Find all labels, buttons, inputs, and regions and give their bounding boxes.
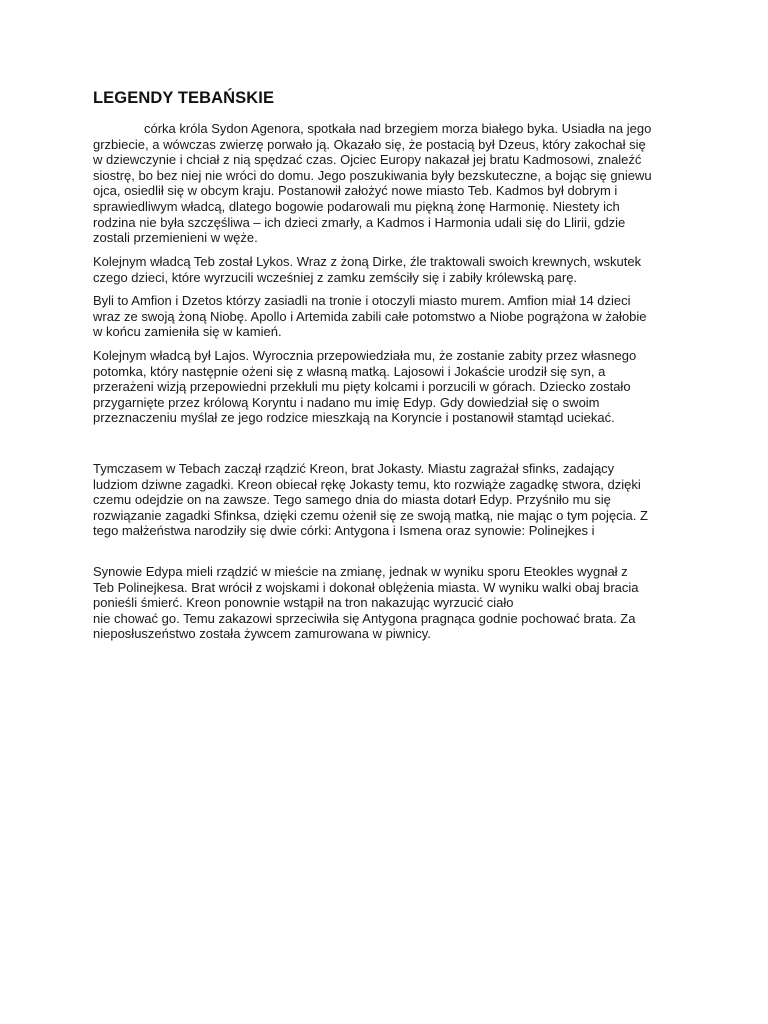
text-line: rodzina nie była szczęśliwa – ich dzieci zmarły, a Kadmos i Harmonia udali się do Llirii, gdzie	[93, 214, 626, 230]
text-line: przeznaczeniu myślał ze jego rodzice mieszkają na Koryncie i postanowił stamtąd uciekać.	[93, 410, 615, 426]
text-line: tego małżeństwa narodziły się dwie córki: Antygona i Ismena oraz synowie: Polinejkes i	[93, 523, 595, 539]
paragraph-lajos	[93, 348, 693, 426]
text-line: przygarnięte przez królową Koryntu i nadano mu imię Edyp. Gdy dowiedział się o swoim	[93, 394, 600, 410]
text-line: grzbiecie, a wówczas zwierzę porwało ją. Okazało się, że postacią był Dzeus, który zakochał się	[93, 136, 646, 152]
text-line: czemu odejdzie on na zawsze. Tego samego dnia do miasta dotarł Edyp. Przyśniło mu się	[93, 492, 611, 508]
text-line: Kolejnym władcą był Lajos. Wyrocznia przepowiedziała mu, że zostanie zabity przez własnego	[93, 348, 637, 363]
text-line: wraz ze swoją żoną Niobę. Apollo i Artemida zabili całe potomstwo a Niobe pogrążona w żałobie	[93, 308, 647, 324]
text-line: nie chować go. Temu zakazowi sprzeciwiła się Antygona pragnąca godnie pochować brata. Za	[93, 610, 636, 626]
text-line: Synowie Edypa mieli rządzić w mieście na zmianę, jednak w wyniku sporu Eteokles wygnał z	[93, 564, 628, 579]
text-line: Kolejnym władcą Teb został Lykos. Wraz z żoną Dirke, źle traktowali swoich krewnych, wskutek	[93, 254, 642, 269]
text-line: córka króla Sydon Agenora, spotkała nad brzegiem morza białego byka. Usiadła na jego	[144, 121, 652, 136]
paragraph-antygona	[93, 564, 693, 642]
text-line: Byli to Amfion i Dzetos którzy zasiadli na tronie i otoczyli miasto murem. Amfion miał 14 dzieci	[93, 293, 631, 308]
text-line: przerażeni wizją przepowiedni przekłuli mu pięty kolcami i porzucili w górach. Dziecko zostało	[93, 379, 631, 395]
text-line: w dziewczynie i chciał z nią spędzać czas. Ojciec Europy nakazał jej bratu Kadmosowi, znaleźć	[93, 152, 642, 168]
text-line: nieposłuszeństwo została żywcem zamurowana w piwnicy.	[93, 626, 431, 642]
text-line: ludziom dziwne zagadki. Kreon obiecał rękę Jokasty temu, kto rozwiąże zagadkę stwora, dzięki	[93, 476, 641, 492]
text-line: czego dzieci, które wyrzucili wcześniej z zamku zemściły się i zabiły królewską parę.	[93, 269, 578, 285]
paragraph-amfion-dzetos	[93, 293, 693, 340]
text-line: w końcu zamieniła się w kamień.	[93, 324, 282, 340]
text-line: rozwiązanie zagadki Sfinksa, dzięki czemu ożenił się ze swoją matką, nie mając o tym pojęcia. Z	[93, 507, 648, 523]
document-title: LEGENDY TEBAŃSKIE	[93, 89, 275, 107]
text-line: siostrę, bo bez niej nie wróci do domu. Jego poszukiwania były bezskuteczne, a bojąc się gniewu	[93, 167, 652, 183]
paragraph-lykos	[93, 254, 693, 285]
text-line: zostali przemienieni w węże.	[93, 230, 258, 246]
text-line: ojca, osiedlił się w obcym kraju. Postanowił założyć nowe miasto Teb. Kadmos był dobrym i	[93, 183, 618, 199]
text-line: Tymczasem w Tebach zaczął rządzić Kreon, brat Jokasty. Miastu zagrażał sfinks, zadający	[93, 461, 615, 476]
paragraph-europa-kadmos	[93, 121, 693, 246]
text-line: ponieśli śmierć. Kreon ponownie wstąpił na tron nakazując wyrzucić ciało	[93, 595, 514, 611]
text-line: Teb Polinejkesa. Brat wrócił z wojskami i dokonał oblężenia miasta. W wyniku walki obaj bracia	[93, 579, 639, 595]
text-line: potomka, który następnie ożeni się z własną matką. Lajosowi i Jokaście urodził się syn, a	[93, 363, 606, 379]
text-line: sprawiedliwym władcą, dlatego bogowie podarowali mu piękną żonę Harmonię. Niestety ich	[93, 198, 620, 214]
paragraph-kreon-edyp	[93, 461, 693, 539]
